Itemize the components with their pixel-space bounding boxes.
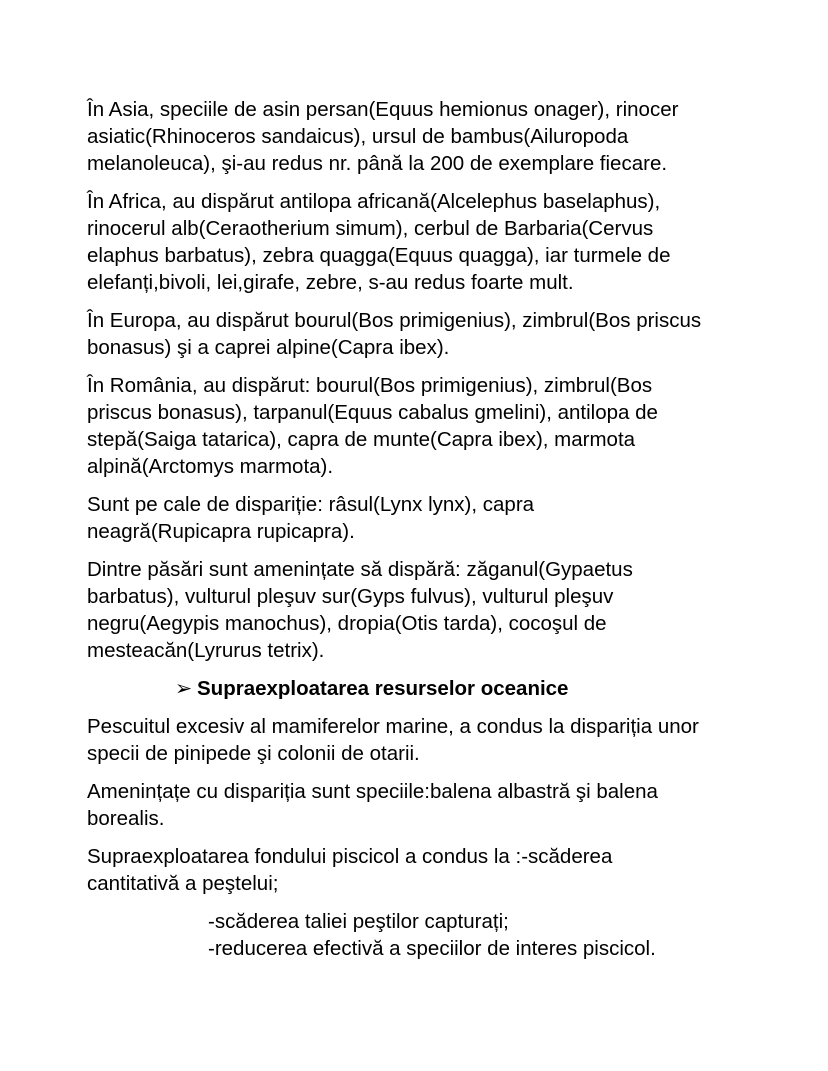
text-line: asiatic(Rhinoceros sandaicus), ursul de bambus(Ailuropoda bbox=[87, 125, 629, 148]
text-line: În Asia, speciile de asin persan(Equus hemionus onager), rinocer bbox=[87, 98, 679, 121]
paragraph-asia bbox=[87, 96, 747, 177]
paragraph-europa bbox=[87, 307, 747, 361]
paragraph-disparitie bbox=[87, 491, 747, 545]
text-line: cantitativă a peştelui; bbox=[87, 872, 279, 895]
text-line: bonasus) şi a caprei alpine(Capra ibex). bbox=[87, 336, 450, 359]
text-line: elefanți,bivoli, lei,girafe, zebre, s-au redus foarte mult. bbox=[87, 271, 574, 294]
text-line: negru(Aegypis manochus), dropia(Otis tarda), cocoşul de bbox=[87, 612, 607, 635]
paragraph-romania bbox=[87, 372, 747, 480]
text-line: neagră(Rupicapra rupicapra). bbox=[87, 520, 355, 543]
paragraph-pasari bbox=[87, 556, 747, 664]
text-line: Sunt pe cale de dispariție: râsul(Lynx lynx), capra bbox=[87, 493, 535, 516]
text-line: barbatus), vulturul pleşuv sur(Gyps fulvus), vulturul pleşuv bbox=[87, 585, 614, 608]
section-heading bbox=[87, 675, 747, 702]
consequences-list bbox=[87, 908, 747, 962]
text-line: Pescuitul excesiv al mamiferelor marine, a condus la dispariția unor bbox=[87, 715, 699, 738]
paragraph-balene bbox=[87, 778, 747, 832]
paragraph-fond-piscicol bbox=[87, 843, 747, 897]
document-body bbox=[87, 96, 747, 962]
arrow-bullet-icon: ➢ bbox=[175, 677, 193, 700]
list-item: -reducerea efectivă a speciilor de interes piscicol. bbox=[208, 937, 656, 960]
paragraph-africa bbox=[87, 188, 747, 296]
text-line: elaphus barbatus), zebra quagga(Equus quagga), iar turmele de bbox=[87, 244, 671, 267]
text-line: În Africa, au dispărut antilopa africană(Alcelephus baselaphus), bbox=[87, 190, 661, 213]
text-line: Supraexploatarea fondului piscicol a condus la :-scăderea bbox=[87, 845, 613, 868]
text-line: mesteacăn(Lyrurus tetrix). bbox=[87, 639, 325, 662]
paragraph-pescuit bbox=[87, 713, 747, 767]
text-line: stepă(Saiga tatarica), capra de munte(Capra ibex), marmota bbox=[87, 428, 636, 451]
text-line: borealis. bbox=[87, 807, 165, 830]
text-line: melanoleuca), şi-au redus nr. până la 200 de exemplare fiecare. bbox=[87, 152, 668, 175]
text-line: În Europa, au dispărut bourul(Bos primigenius), zimbrul(Bos priscus bbox=[87, 309, 702, 332]
text-line: alpină(Arctomys marmota). bbox=[87, 455, 334, 478]
section-heading-text: Supraexploatarea resurselor oceanice bbox=[197, 677, 569, 700]
text-line: Dintre păsări sunt amenințate să dispără: zăganul(Gypaetus bbox=[87, 558, 633, 581]
text-line: Amenințațe cu dispariția sunt speciile:balena albastră şi balena bbox=[87, 780, 658, 803]
text-line: rinocerul alb(Ceraotherium simum), cerbul de Barbaria(Cervus bbox=[87, 217, 654, 240]
text-line: În România, au dispărut: bourul(Bos primigenius), zimbrul(Bos bbox=[87, 374, 653, 397]
text-line: specii de pinipede şi colonii de otarii. bbox=[87, 742, 420, 765]
list-item: -scăderea taliei peştilor capturați; bbox=[208, 910, 509, 933]
text-line: priscus bonasus), tarpanul(Equus cabalus gmelini), antilopa de bbox=[87, 401, 658, 424]
